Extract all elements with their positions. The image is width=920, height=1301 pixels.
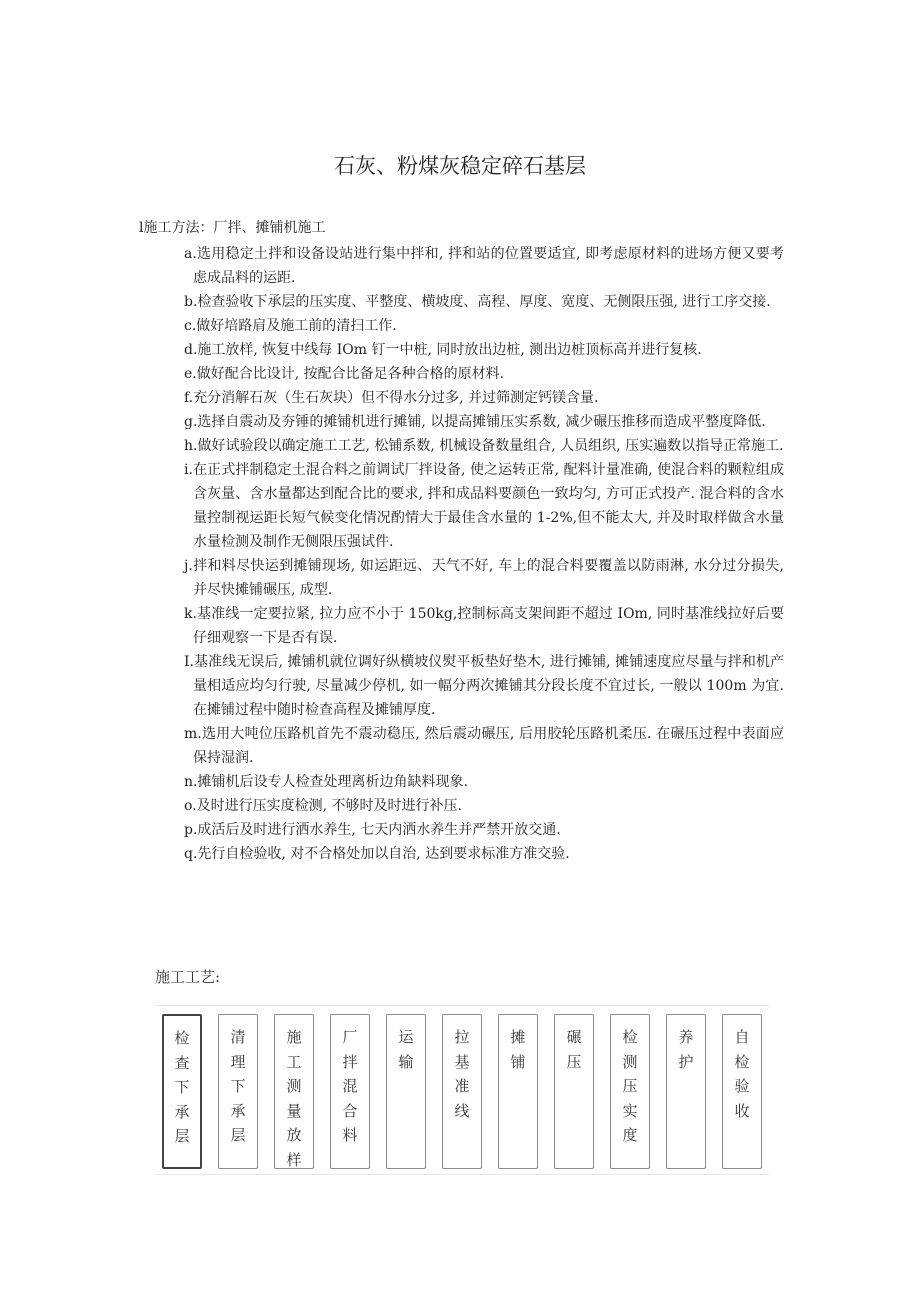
process-step-label: 拉基准线 (454, 1028, 470, 1120)
method-item-k: k.基准线一定要拉紧, 拉力应不小于 150kg,控制标高支架间距不超过 IOm, 同时基准线拉好后要仔细观察一下是否有误. (184, 606, 784, 646)
process-step-label: 清理下承层 (230, 1028, 246, 1144)
process-step-box (162, 1014, 202, 1169)
method-item-c: c.做好培路肩及施工前的清扫工作. (184, 318, 397, 334)
method-item-h: h.做好试验段以确定施工工艺, 松铺系数, 机械设备数量组合, 人员组织, 压实遍数以指导正常施工. (184, 438, 784, 454)
method-list (184, 242, 784, 866)
method-item-e: e.做好配合比设计, 按配合比备足各种合格的原材料. (184, 366, 505, 382)
process-step-label: 摊铺 (510, 1028, 526, 1071)
process-step-box (666, 1014, 706, 1169)
method-item-j: j.拌和料尽快运到摊铺现场, 如运距远、天气不好, 车上的混合料要覆盖以防雨淋, 水分过分损失, 并尽快摊铺碾压, 成型. (184, 558, 784, 598)
process-step-box (498, 1014, 538, 1169)
method-item-a: a.选用稳定土拌和设备设站进行集中拌和, 拌和站的位置要适宜, 即考虑原材料的进场方便又要考虑成品料的运距. (184, 246, 784, 286)
method-item-g: g.选择自震动及夯锤的摊铺机进行摊铺, 以提高摊铺压实系数, 减少碾压推移而造成平整度降低. (184, 414, 766, 430)
process-step-label: 施工测量放样 (286, 1028, 302, 1169)
method-item-f: f.充分消解石灰（生石灰块）但不得水分过多, 并过筛测定钙镁含量. (184, 390, 599, 406)
process-step-label: 厂拌混合料 (342, 1028, 358, 1144)
method-item-q: q.先行自检验收, 对不合格处加以自治, 达到要求标准方准交验. (184, 846, 570, 862)
process-step-label: 检查下承层 (174, 1029, 190, 1145)
method-item-i: i.在正式拌制稳定土混合料之前调试厂拌设备, 使之运转正常, 配料计量准确, 使混合料的颗粒组成含灰量、含水量都达到配合比的要求, 拌和成品料要颜色一致均匀, 方可正式投产. 混合料的含水量控制视运距长短气候变化情况酌情大于最佳含水量的 1-2%,但不能太大, 并及时取样做含水量水量检测及制作无侧限压强试件. (184, 462, 784, 550)
method-item-p: p.成活后及时进行洒水养生, 七天内洒水养生并严禁开放交通. (184, 822, 561, 838)
page-title: 石灰、粉煤灰稳定碎石基层 (334, 154, 586, 178)
process-step-box (218, 1014, 258, 1169)
method-item-d: d.施工放样, 恢复中线每 IOm 钉一中桩, 同时放出边桩, 测出边桩顶标高并进行复核. (184, 342, 702, 358)
process-heading: 施工工艺: (155, 968, 221, 986)
process-step-label: 运输 (398, 1028, 414, 1071)
method-item-b: b.检查验收下承层的压实度、平整度、横坡度、高程、厚度、宽度、无侧限压强, 进行工序交接. (184, 294, 771, 310)
process-step-box (610, 1014, 650, 1169)
section-heading: l施工方法：厂拌、摊铺机施工 (139, 220, 326, 236)
method-item-m: m.选用大吨位压路机首先不震动稳压, 然后震动碾压, 后用胶轮压路机柔压. 在碾压过程中表面应保持湿润. (184, 726, 784, 766)
method-item-o: o.及时进行压实度检测, 不够时及时进行补压. (184, 798, 462, 814)
process-step-box (386, 1014, 426, 1169)
method-item-l: I.基准线无误后, 摊铺机就位调好纵横坡仪熨平板垫好垫木, 进行摊铺, 摊铺速度应尽量与拌和机产量相适应均匀行驶, 尽量减少停机, 如一幅分两次摊铺其分段长度不宜过长, 一般以 100m 为宜. 在摊铺过程中随时检查高程及摊铺厚度. (184, 654, 784, 718)
process-step-label: 养护 (678, 1028, 694, 1071)
process-step-label: 自检验收 (734, 1028, 750, 1120)
method-item-n: n.摊铺机后设专人检查处理离析边角缺料现象. (184, 774, 468, 790)
process-step-box (274, 1014, 314, 1169)
process-step-box (554, 1014, 594, 1169)
process-step-label: 碾压 (566, 1028, 582, 1071)
process-step-box (722, 1014, 762, 1169)
process-step-box (442, 1014, 482, 1169)
process-flow (156, 1005, 769, 1175)
process-step-box (330, 1014, 370, 1169)
process-step-label: 检测压实度 (622, 1028, 638, 1144)
